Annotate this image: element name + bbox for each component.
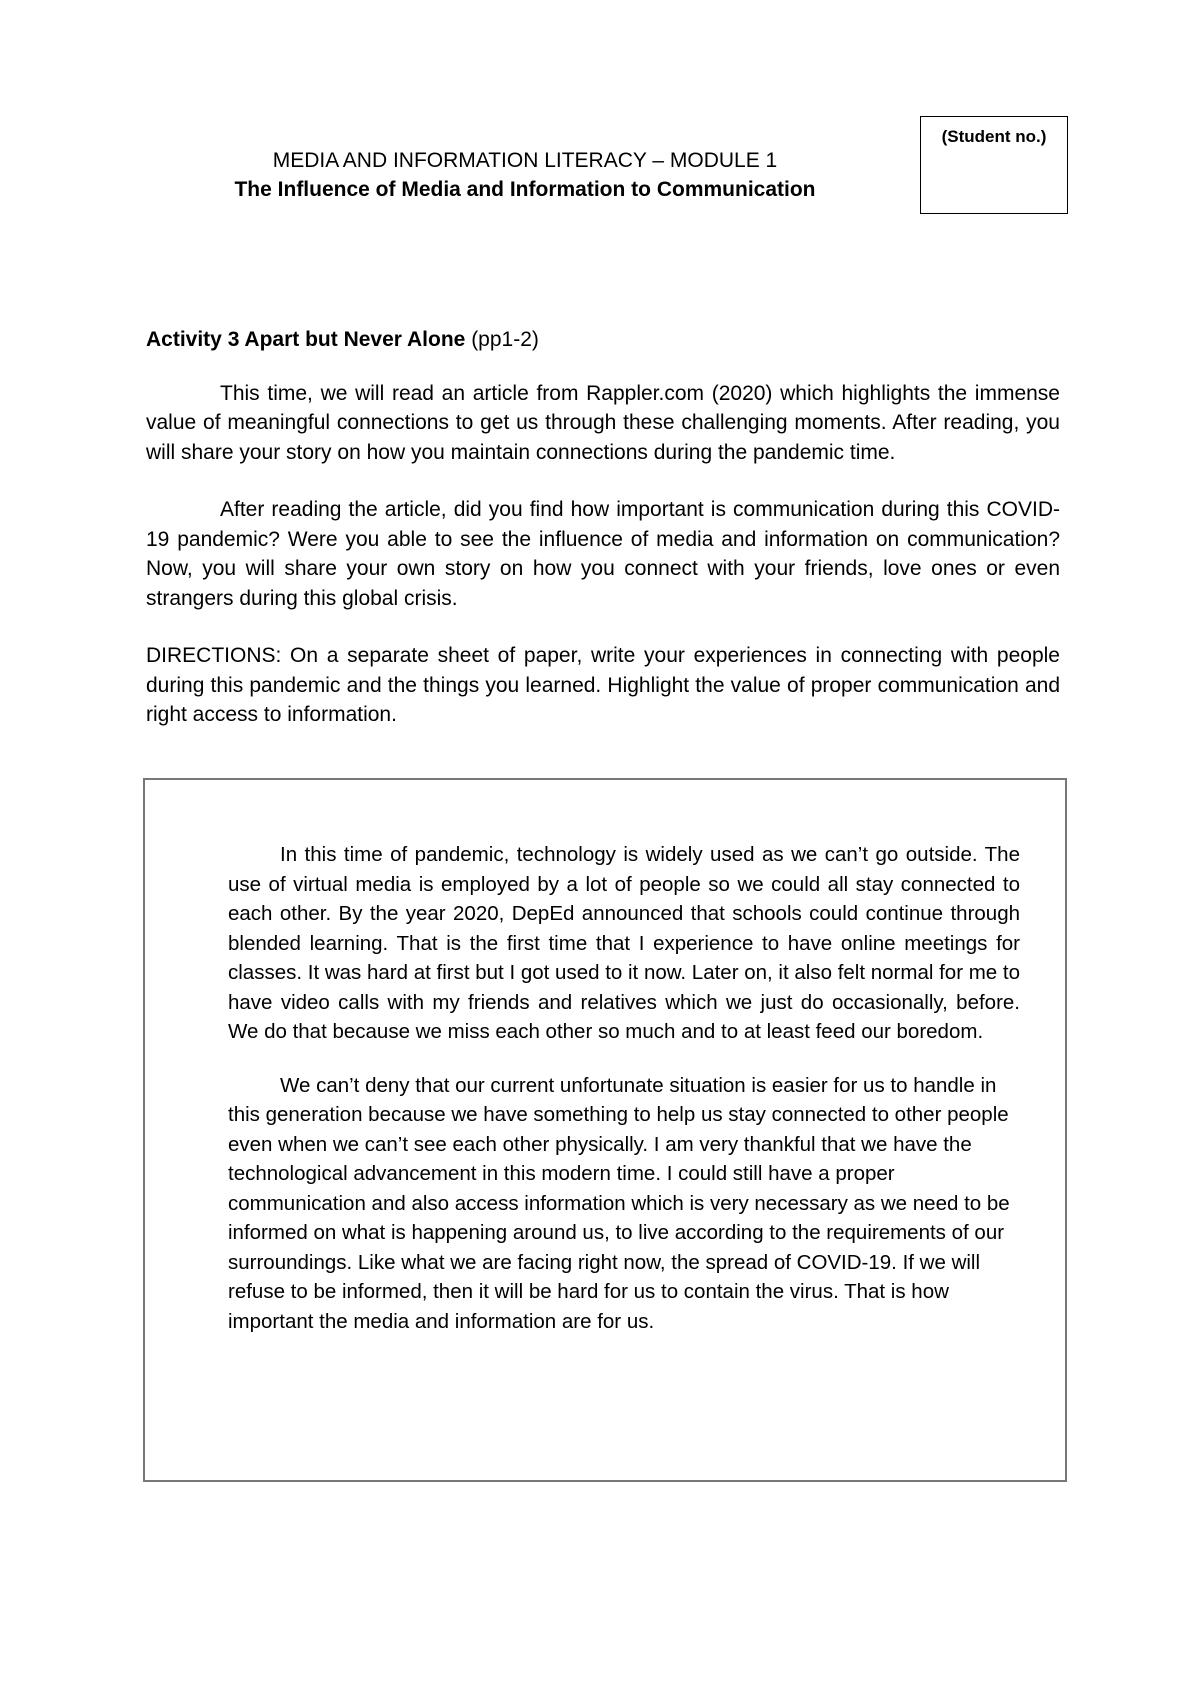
activity-intro-paragraph: This time, we will read an article from Rappler.com (2020) which highlights the immense value of meaningful connections to get us through these challenging moments. After reading, you will share your story on how you maintain connections during the pandemic time.: [146, 381, 1060, 464]
answer-text: [228, 840, 1020, 1360]
answer-paragraph-2: We can’t deny that our current unfortunate situation is easier for us to handle in this generation because we have something to help us stay connected to other people even when we can’t see each other physically. I am very thankful that we have the technological advancement in this modern time. I could still have a proper communication and also access information which is very necessary as we need to be informed on what is happening around us, to live according to the requirements of our surroundings. Like what we are facing right now, the spread of COVID-19. If we will refuse to be informed, then it will be hard for us to contain the virus. That is how important the media and information are for us.: [228, 1073, 1010, 1333]
activity-content: [146, 325, 1060, 730]
activity-pages: (pp1-2): [465, 328, 539, 351]
module-title-block: [146, 146, 904, 204]
answer-box: [143, 778, 1067, 1482]
directions-text: DIRECTIONS: On a separate sheet of paper, write your experiences in connecting with people during this pandemic and the things you learned. Highlight the value of proper communication and right access to information.: [146, 644, 1060, 726]
module-subtitle: The Influence of Media and Information to Communication: [234, 178, 816, 201]
activity-title: Activity 3 Apart but Never Alone: [146, 328, 466, 351]
student-number-label: (Student no.): [941, 127, 1047, 146]
answer-paragraph-1: In this time of pandemic, technology is widely used as we can’t go outside. The use of virtual media is employed by a lot of people so we could all stay connected to each other. By the year 2020, DepEd announced that schools could continue through blended learning. That is the first time that I experience to have online meetings for classes. It was hard at first but I got used to it now. Later on, it also felt normal for me to have video calls with my friends and relatives which we just do occasionally, before. We do that because we miss each other so much and to at least feed our boredom.: [228, 843, 1020, 1043]
activity-question-paragraph: After reading the article, did you find how important is communication during this COVID-19 pandemic? Were you able to see the influence of media and information on communication? Now, you will share your own story on how you connect with your friends, love ones or even strangers during this global crisis.: [146, 498, 1060, 610]
activity-heading: [146, 325, 1060, 355]
module-title: MEDIA AND INFORMATION LITERACY – MODULE 1: [272, 149, 778, 172]
student-number-box: [920, 116, 1068, 214]
